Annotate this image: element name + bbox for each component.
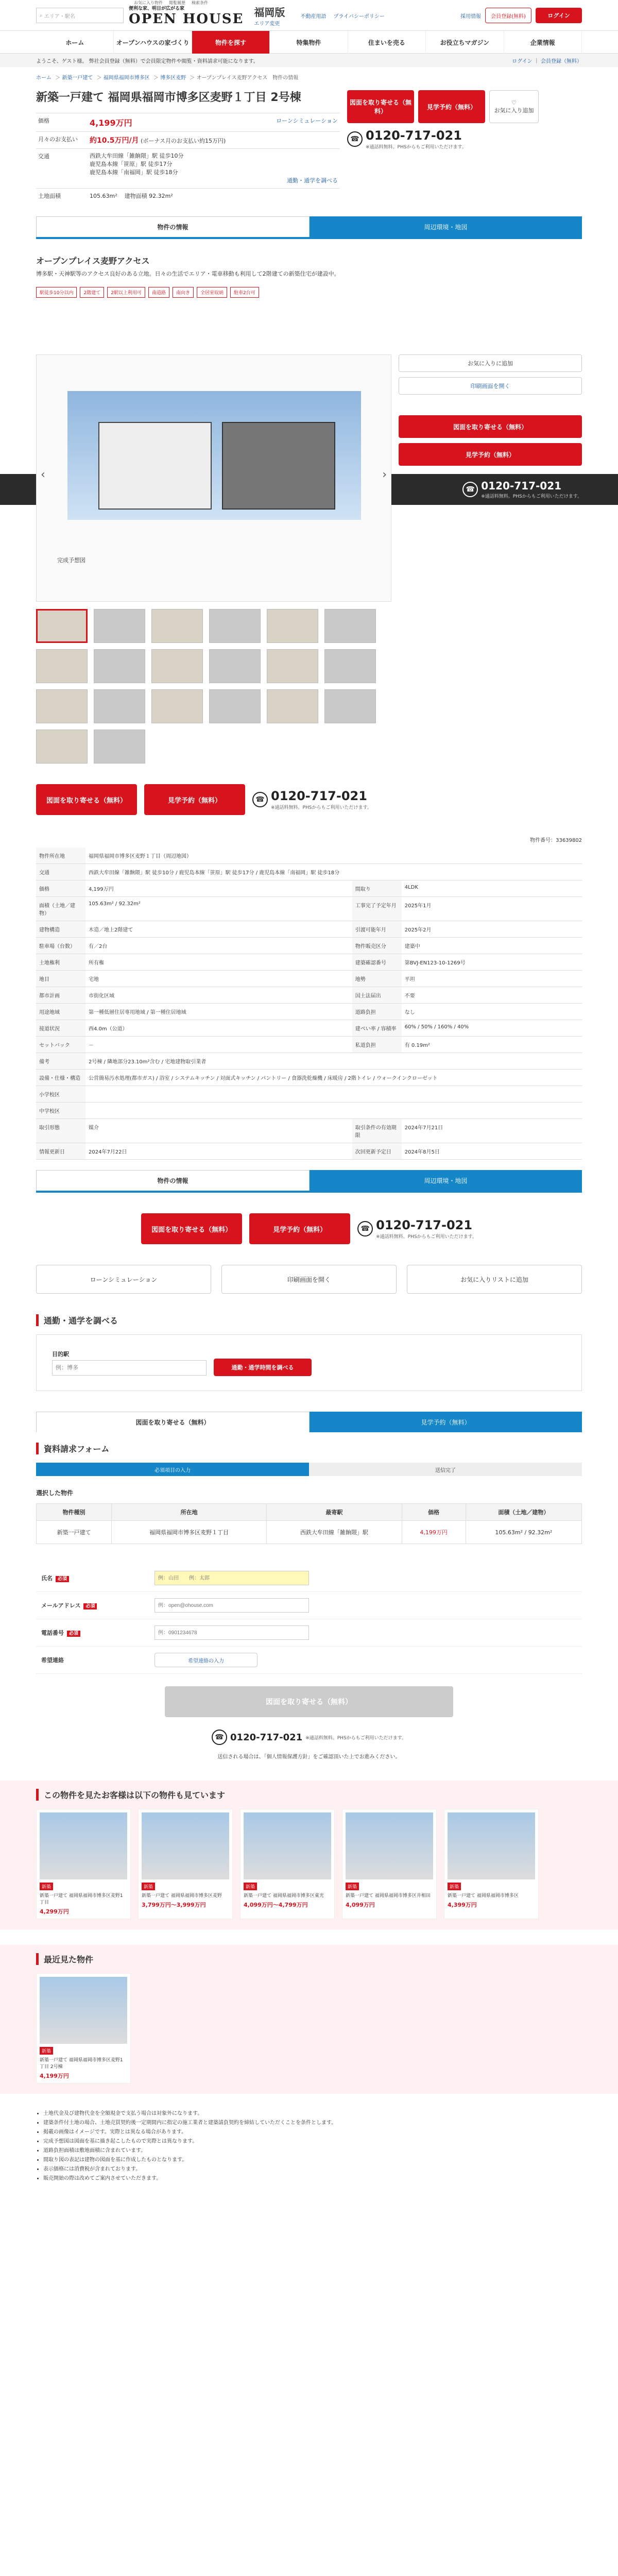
recommend-card[interactable]: 新築 新築一戸建て 福岡県福岡市博多区東光 4,099万円～4,799万円 [240,1809,335,1919]
thumbnail[interactable] [36,649,88,683]
tab-route[interactable]: 周辺環境・地図 [310,216,582,237]
tag: 南道路 [148,287,169,298]
thumbnail[interactable] [267,689,318,723]
visit-button-mid[interactable]: 見学予約（無料） [144,784,245,815]
tab-info-bottom[interactable]: 物件の情報 [36,1170,310,1191]
thumbnail[interactable] [324,689,376,723]
route-link[interactable]: 通勤・通学を調べる [287,177,338,184]
recent-card-image [40,1977,127,2044]
loan-link[interactable]: ローンシミュレーション [276,117,338,124]
spec-row: セットバック － 私道負担 有 0.19m² [36,1037,582,1053]
spec-row: 中学校区 [36,1103,582,1119]
recommend-card[interactable]: 新築 新築一戸建て 福岡県福岡市博多区麦野 3,799万円～3,999万円 [138,1809,233,1919]
commute-search-button[interactable]: 通勤・通学時間を調べる [214,1359,312,1376]
spec-row: 接道状況 西4.0m（公道） 建ぺい率 / 容積率 60% / 50% / 160% / 40% [36,1020,582,1037]
form-step-1: 必須項目の入力 [36,1463,309,1476]
thumbnail[interactable] [267,649,318,683]
note-item: • 間取り図の表記は建物の図面を基に作成したものとなります。 [43,2156,582,2165]
side-request-button[interactable]: 図面を取り寄せる（無料） [399,415,582,438]
link-jobs[interactable]: 採用情報 [460,13,481,20]
spec-row: 設備・仕様・構造 公営簡易汚水処理(都市ガス) / 浴室 / システムキッチン / 対面式キッチン / パントリー / 食器洗乾燥機 / 床暖房 / 2階トイレ / ウォークインクローゼット [36,1070,582,1086]
property-tabs-bottom [36,1170,582,1193]
sub-register-link[interactable]: 会員登録（無料） [541,58,582,64]
tab-info[interactable]: 物件の情報 [36,216,310,237]
chevron-right-icon[interactable]: › [382,468,387,481]
recommend-card[interactable]: 新築 新築一戸建て 福岡県福岡市博多区 4,399万円 [444,1809,539,1919]
recommend-card-image [142,1812,229,1879]
form-title: 資料請求フォーム [36,1443,582,1454]
tag: 2階建て [80,287,104,298]
photo-caption: 完成予想図 [57,557,85,564]
spec-row: 取引形態 媒介 取引条件の有効期限 2024年7月21日 [36,1119,582,1143]
notes-list [36,2109,582,2183]
recommend-card-image [448,1812,535,1879]
spec-row: 土地権利 所有権 建築確認番号 第BVJ-EN123-10-1269号 [36,954,582,971]
spec-row: 備考 2号棟 / 隣地部分23.10m²含む / 宅地建物取引業者 [36,1053,582,1070]
side-favorite-button[interactable]: お気に入りに追加 [399,354,582,372]
thumbnail[interactable] [36,609,88,643]
thumbnail[interactable] [151,689,203,723]
commute-box: 目的駅 例：博多 通勤・通学時間を調べる [36,1334,582,1391]
tab-visit[interactable]: 見学予約（無料） [310,1412,582,1432]
recommend-card-image [40,1812,127,1879]
spec-row: 情報更新日 2024年7月22日 次回更新予定日 2024年8月5日 [36,1143,582,1160]
recent-card[interactable]: 新築 新築一戸建て 福岡県福岡市博多区麦野1丁目 2号棟 4,199万円 [36,1973,131,2083]
request-button-top[interactable]: 図面を取り寄せる（無料） [347,90,414,123]
header-icon-favorite[interactable]: お気に入り物件 [134,1,163,5]
page-title: 新築一戸建て 福岡県福岡市博多区麦野１丁目 2号棟 [36,91,301,104]
recommend-card-image [244,1812,331,1879]
breadcrumb-town[interactable]: 博多区麦野 [160,75,186,81]
feature-tags [36,287,582,298]
breadcrumb: ホーム ＞ 新築一戸建て ＞ 福岡県福岡市博多区 ＞ 博多区麦野 ＞ オープンプレイス麦野アクセス 物件の情報 [36,75,299,81]
tag: 南向き [173,287,194,298]
nav-magazine[interactable]: お役立ちマガジン [426,31,504,54]
selected-property-table: 物件種別 所在地 最寄駅 価格 面積（土地／建物） 新築一戸建て 福岡県福岡市博多区麦野１丁目 西鉄大牟田線「雑餉隈」駅 4,199万円 105.63m² / 92.32m² [36,1503,582,1544]
contact-pref-button[interactable]: 希望連絡の入力 [154,1653,258,1667]
thumbnail[interactable] [94,730,145,764]
tag: 2駅以上利用可 [107,287,145,298]
nav-home[interactable]: ホーム [36,31,114,54]
name-field[interactable] [154,1571,309,1585]
tag: 駐車2台可 [230,287,259,298]
breadcrumb-home[interactable]: ホーム [36,75,52,81]
commute-station-input[interactable] [52,1360,207,1376]
request-button-2[interactable]: 図面を取り寄せる（無料） [141,1213,242,1244]
welcome-bar: ようこそ、ゲスト様。 弊社会員登録（無料）で会員限定物件や閲覧・資料請求可能になります。 ログイン ｜ 会員登録（無料） [0,54,618,67]
visit-button-top[interactable]: 見学予約（無料） [418,90,485,123]
note-item: • 建築条件付土地の場合、土地売買契約後一定期間内に指定の施工業者と建築請負契約を締結していただくことを条件とします。 [43,2119,582,2128]
side-print-button[interactable]: 印刷画面を開く [399,377,582,395]
price-summary: 価格 4,199万円 ローンシミュレーション 月々のお支払い 約10.5万円/月 (ボーナス月のお支払い約15万円) 交通 西鉄大牟田線「雑餉隈」駅 徒歩10分 鹿児島本線「笹原」駅 徒歩17分 鹿児島本線「南福岡」駅 徒歩18分 通勤・通学を調べる 土地面積 105.63m² 建物面積 92.32m² [36,113,340,203]
thumbnail[interactable] [94,689,145,723]
spec-row: 建物構造 木造／地上2階建て 引渡可能年月 2025年2月 [36,921,582,938]
tab-request[interactable]: 図面を取り寄せる（無料） [36,1412,310,1432]
tel-block-bar[interactable]: ☎ 0120-717-021 ※通話料無料。PHSからもご利用いただけます。 [462,480,582,499]
nav-build[interactable]: オープンハウスの家づくり [114,31,192,54]
chevron-left-icon[interactable]: ‹ [41,468,45,481]
area-name: 福岡版 エリア変更 [254,6,285,27]
recommend-card-image [346,1812,433,1879]
submit-button[interactable]: 図面を取り寄せる（無料） [165,1686,453,1717]
phone-icon: ☎ [357,1221,373,1236]
spec-row: 都市計画 市街化区域 国土法届出 不要 [36,987,582,1004]
phone-icon: ☎ [347,131,363,147]
nav-company[interactable]: 企業情報 [504,31,582,54]
thumbnail[interactable] [151,609,203,643]
property-number: 物件番号：33639802 [530,838,582,843]
link-privacy[interactable]: プライバシーポリシー [333,13,385,20]
tag: 全居室収納 [197,287,227,298]
register-button[interactable]: 会員登録(無料) [485,8,531,23]
recommend-section: この物件を見たお客様は以下の物件も見ています 新築 新築一戸建て 福岡県福岡市博多区麦野1丁目 4,299万円 新築 新築一戸建て 福岡県福岡市博多区麦野 3,799万円～3,999万円 新築 新築一戸建て 福岡県福岡市博多区東光 4,099万円～4,799万円 新築 新築一戸建て 福岡県福岡市博多区井相田 4,099万円 新築 新築一戸建て 福岡県福岡市博多区 4,399万円 [0,1781,618,1929]
search-icon: ⌕ [40,12,44,19]
spec-row: 用途地域 第一種低層住居専用地域 / 第一種住居地域 道路負担 なし [36,1004,582,1020]
tel-block-form[interactable]: ☎ 0120-717-021 ※通話料無料。PHSからもご利用いただけます。 [36,1730,582,1745]
phone-field[interactable] [154,1625,309,1640]
nav-feature[interactable]: 特集物件 [270,31,348,54]
area-change-link[interactable]: エリア変更 [254,21,280,27]
recommend-card[interactable]: 新築 新築一戸建て 福岡県福岡市博多区井相田 4,099万円 [342,1809,437,1919]
note-item: • 掲載の画像はイメージです。実際とは異なる場合があります。 [43,2128,582,2137]
site-logo[interactable]: 便利な家、明日が広がる家 OPEN HOUSE [129,6,244,27]
commute-title: 通勤・通学を調べる [36,1314,582,1326]
form-tabs [36,1412,582,1432]
catch-title: オープンプレイス麦野アクセス [36,256,150,266]
thumbnail[interactable] [36,689,88,723]
side-visit-button[interactable]: 見学予約（無料） [399,443,582,466]
thumbnail[interactable] [209,609,261,643]
note-item: • 土地代金及び建物代金を全額現金で支払う場合は対象外になります。 [43,2109,582,2119]
thumbnail[interactable] [324,649,376,683]
thumbnail[interactable] [267,609,318,643]
thumbnail-grid [36,609,582,764]
tel-block[interactable]: ☎ 0120-717-021 ※通話料無料。PHSからもご利用いただけます。 [347,128,582,150]
main-photo[interactable] [36,354,391,602]
thumbnail[interactable] [94,609,145,643]
visit-button-2[interactable]: 見学予約（無料） [249,1213,350,1244]
nav-sell[interactable]: 住まいを売る [348,31,426,54]
request-button-mid[interactable]: 図面を取り寄せる（無料） [36,784,137,815]
note-item: • 完成予想図は図面を基に描き起こしたもので実際とは異なります。 [43,2137,582,2146]
tab-route-bottom[interactable]: 周辺環境・地図 [310,1170,582,1191]
tel-block-mid[interactable]: ☎ 0120-717-021 ※通話料無料。PHSからもご利用いただけます。 [252,789,372,810]
note-item: • 表示価格には消費税が含まれております。 [43,2165,582,2174]
email-field[interactable] [154,1598,309,1613]
spec-row: 駐車場（台数） 有／2台 物件販売区分 建築中 [36,938,582,954]
thumbnail[interactable] [36,730,88,764]
phone-icon: ☎ [212,1730,227,1745]
spec-row: 地目 宅地 地勢 平坦 [36,971,582,987]
thumbnail[interactable] [94,649,145,683]
spec-row: 価格 4,199万円 間取り 4LDK [36,880,582,897]
phone-icon: ☎ [252,792,268,807]
site-header [0,0,618,31]
recommend-card[interactable]: 新築 新築一戸建て 福岡県福岡市博多区麦野1丁目 4,299万円 [36,1809,131,1919]
header-icon-search[interactable]: 検索条件 [192,1,208,5]
spec-row: 物件所在地 福岡県福岡市博多区麦野１丁目（周辺地図） [36,848,582,864]
request-form: 氏名 必須 例：山田 例：太郎 メールアドレス 必須 例：open@ohouse.com 電話番号 必須 例：0901234678 希望連絡 希望連絡の入力 [36,1565,582,1674]
breadcrumb-city[interactable]: 福岡県福岡市博多区 [103,75,150,81]
heart-icon: ♡ [511,99,517,106]
header-icon-history[interactable]: 閲覧履歴 [169,1,185,5]
thumbnail[interactable] [324,609,376,643]
favorite-button-top[interactable]: ♡ お気に入り追加 [489,90,539,123]
price-value: 4,199万円 [90,118,132,128]
privacy-note: 送信される場合は、「個人情報保護方針」をご確認頂いた上でお進みください。 [217,1754,401,1760]
recent-section: 最近見た物件 新築 新築一戸建て 福岡県福岡市博多区麦野1丁目 2号棟 4,199万円 [0,1945,618,2094]
global-nav [0,31,618,54]
breadcrumb-category[interactable]: 新築一戸建て [62,75,93,81]
property-tabs [36,216,582,239]
catch-desc: 博多駅・天神駅等のアクセス良好のある立地。日々の生活でエリア・電車移動も利用して2階建ての新築住宅が建設中。 [36,270,340,277]
spec-row: 交通 西鉄大牟田線「雑餉隈」駅 徒歩10分 / 鹿児島本線「笹原」駅 徒歩17分 / 鹿児島本線「南福岡」駅 徒歩18分 [36,864,582,880]
link-glossary[interactable]: 不動産用語 [300,13,327,20]
spec-row: 面積（土地／建物） 105.63m² / 92.32m² 工事完了予定年月 2025年1月 [36,897,582,921]
note-item: • 販売開始の際は改めてご案内させていただきます。 [43,2174,582,2183]
tel-block-2[interactable]: ☎ 0120-717-021 ※通話料無料。PHSからもご利用いただけます。 [357,1218,477,1240]
spec-table [36,848,582,1160]
loan-sim-box[interactable]: ローンシミュレーション [36,1265,211,1294]
form-step-2: 送信完了 [309,1463,582,1476]
login-button[interactable]: ログイン [536,8,582,23]
header-search[interactable]: ⌕ エリア・駅名 [36,8,124,23]
thumbnail[interactable] [151,649,203,683]
phone-icon: ☎ [462,482,478,497]
nav-search[interactable]: 物件を探す [192,31,270,54]
favorite-list-box[interactable]: お気に入りリストに追加 [407,1265,582,1294]
spec-row: 小学校区 [36,1086,582,1103]
note-item: • 道路負担面積は敷地面積に含まれています。 [43,2146,582,2156]
tag: 駅徒歩10分以内 [36,287,77,298]
thumbnail[interactable] [209,649,261,683]
house-image [67,391,361,520]
print-box[interactable]: 印刷画面を開く [221,1265,397,1294]
sub-login-link[interactable]: ログイン [512,58,533,64]
thumbnail[interactable] [209,689,261,723]
